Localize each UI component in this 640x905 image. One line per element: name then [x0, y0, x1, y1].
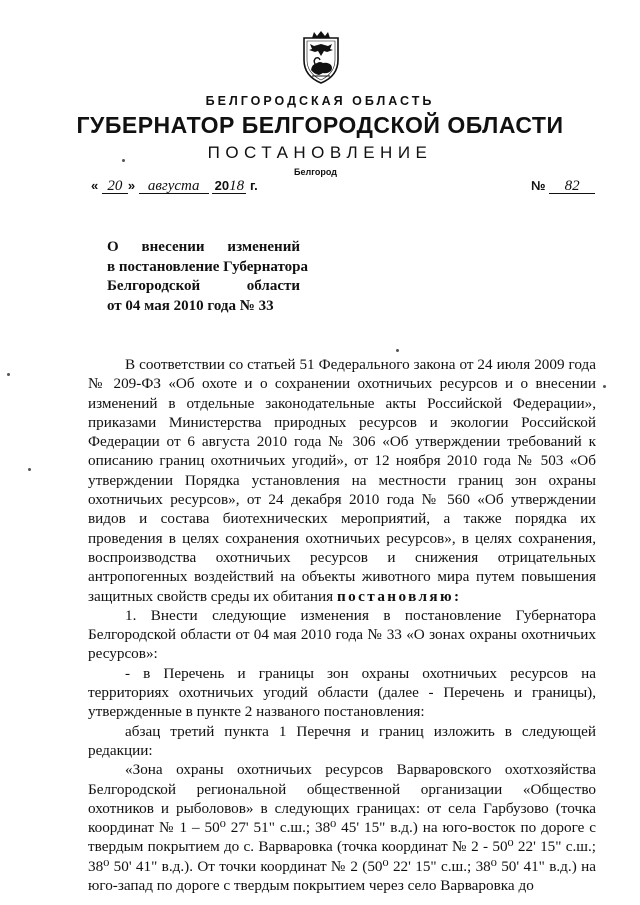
subject-line: О внесении изменений: [107, 239, 300, 255]
date-day: 20: [102, 179, 128, 194]
zone-description: «Зона охраны охотничьих ресурсов Варваровского охотхозяйства Белгородской региональной общественной организации «Общество охотников и рыболовов» в следующих границах: от села Гарбузово (точка координат № 1 – 50⁰ 27' 51" с.ш.; 38⁰ 45' 15" в.д.) на юго-восток по дороге с твердым покрытием до с. Варваровка (точка координат № 2 - 50⁰ 22' 15" с.ш.; 38⁰ 50' 41" в.д.). От точки координат № 2 (50⁰ 22' 15" с.ш.; 38⁰ 50' 41" в.д.) на юго-запад по дороге с твердым покрытием через село Варваровка до: [88, 761, 596, 895]
date-year-suffix: 18: [229, 178, 245, 194]
city-label: Белгород: [294, 167, 337, 177]
date-year-abbr: г.: [249, 178, 258, 193]
scan-speck: [603, 385, 606, 388]
resolve-word: постановляю:: [336, 587, 462, 605]
date-year-prefix: 20: [214, 178, 230, 193]
document-body: [88, 355, 596, 895]
scan-speck: [28, 468, 31, 471]
date-close-quote: »: [127, 178, 136, 193]
subject-line: в постановление Губернатора: [107, 258, 308, 275]
number-label: №: [531, 178, 546, 193]
scan-speck: [396, 349, 399, 352]
subject-line: от 04 мая 2010 года № 33: [107, 297, 274, 314]
document-number: [531, 178, 595, 194]
document-type: ПОСТАНОВЛЕНИЕ: [207, 143, 433, 162]
scan-speck: [122, 159, 125, 162]
clause-1: 1. Внести следующие изменения в постановление Губернатора Белгородской области от 04 мая 2010 года № 33 «О зонах охраны охотничьих ресурсов»:: [88, 606, 596, 663]
region-title: БЕЛГОРОДСКАЯ ОБЛАСТЬ: [205, 94, 435, 108]
clause-paragraph: абзац третий пункта 1 Перечня и границ изложить в следующей редакции:: [88, 722, 596, 759]
scan-speck: [7, 373, 10, 376]
authority-title: ГУБЕРНАТОР БЕЛГОРОДСКОЙ ОБЛАСТИ: [76, 112, 564, 138]
date-open-quote: «: [91, 178, 99, 193]
preamble-text: В соответствии со статьей 51 Федерального закона от 24 июля 2009 года № 209-ФЗ «Об охоте и о сохранении охотничьих ресурсов и о внесении изменений в отдельные законодательные акты Российской Федерации», приказами Министерства природных ресурсов и экологии Российской Федерации от 6 августа 2010 года № 306 «Об утверждении требований к описанию границ охотничьих угодий», от 12 ноября 2010 года № 503 «Об утверждении Порядка установления на местности границ зон охраны охотничьих ресурсов», от 24 декабря 2010 года № 560 «Об утверждении видов и состава биотехнических мероприятий, а также порядка их проведения в целях сохранения охотничьих ресурсов», в целях сохранения, воспроизводства охотничьих ресурсов и снижения отрицательных антропогенных воздействий на объекты животного мира путем повышения защитных свойств среды их обитания: [88, 356, 596, 605]
coat-of-arms-icon: [298, 30, 344, 86]
document-subject: [107, 238, 308, 316]
clause-list-item: - в Перечень и границы зон охраны охотничьих ресурсов на территориях охотничьих угодий области (далее - Перечень и границы), утвержденные в пункте 2 названого постановления:: [88, 664, 596, 721]
preamble-paragraph: [88, 355, 596, 606]
document-date: [91, 178, 258, 194]
subject-line: Белгородской области: [107, 278, 300, 294]
date-month: августа: [139, 179, 209, 194]
number-value: 82: [549, 179, 595, 194]
